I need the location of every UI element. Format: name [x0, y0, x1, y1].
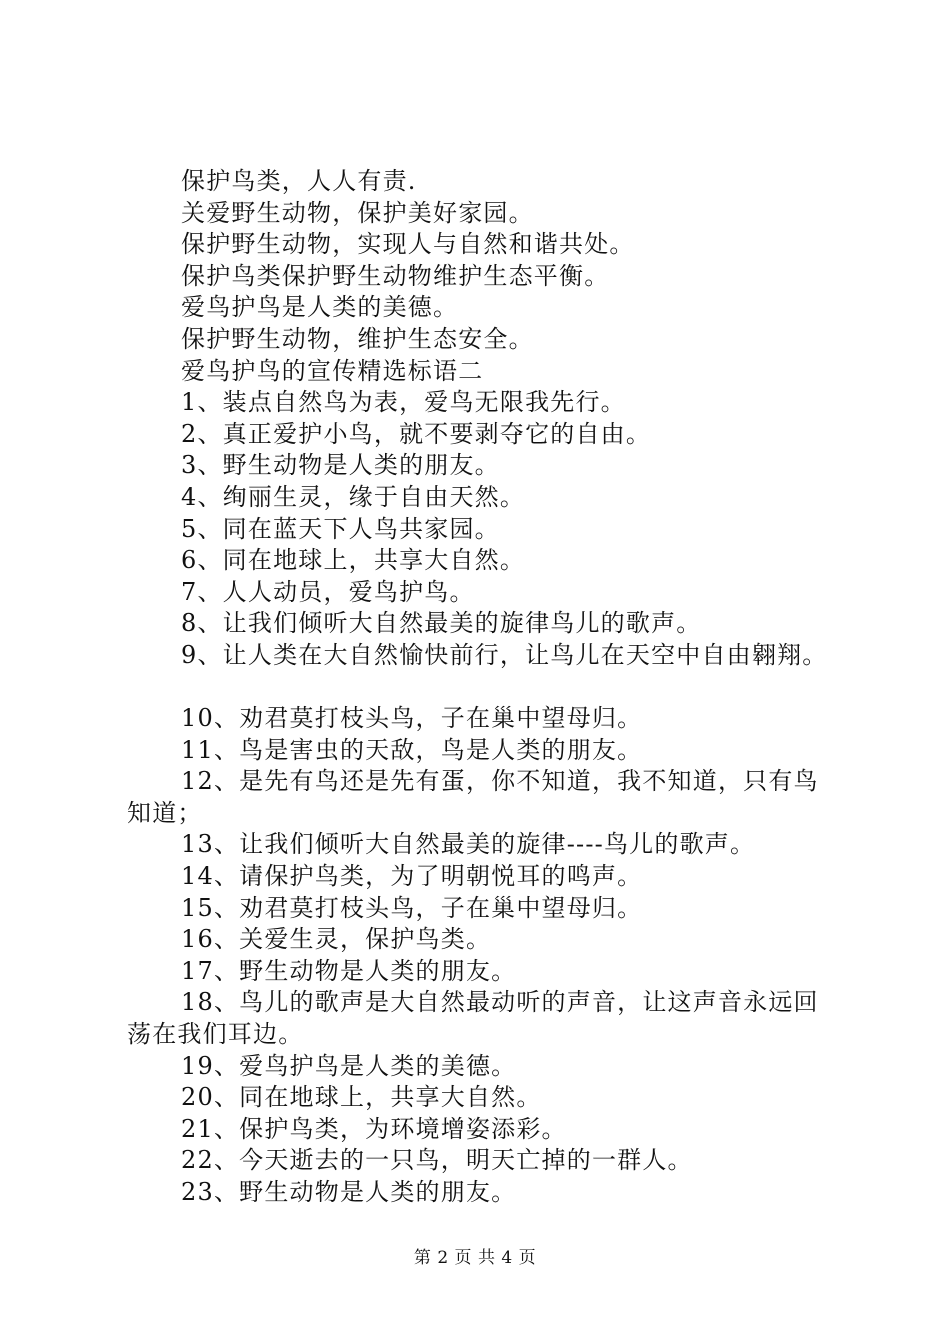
text-line: 保护鸟类，人人有责.	[181, 167, 417, 195]
list-item: 10、劝君莫打枝头鸟，子在巢中望母归。	[181, 704, 643, 733]
list-item: 17、野生动物是人类的朋友。	[181, 956, 517, 985]
list-item: 20、同在地球上，共享大自然。	[181, 1083, 542, 1112]
text-line: 保护鸟类保护野生动物维护生态平衡。	[181, 261, 610, 290]
list-item: 19、爱鸟护鸟是人类的美德。	[181, 1051, 517, 1080]
list-item: 15、劝君莫打枝头鸟，子在巢中望母归。	[181, 893, 643, 922]
section-heading: 爱鸟护鸟的宣传精选标语二	[181, 356, 484, 385]
list-item: 12、是先有鸟还是先有蛋，你不知道，我不知道，只有鸟知道；	[127, 767, 819, 827]
list-item: 22、今天逝去的一只鸟，明天亡掉的一群人。	[181, 1146, 693, 1175]
list-item: 21、保护鸟类，为环境增姿添彩。	[181, 1114, 567, 1143]
document-body	[127, 166, 832, 1209]
list-item: 6、同在地球上，共享大自然。	[181, 546, 526, 575]
page-number-footer: 第 2 页 共 4 页	[413, 1248, 537, 1268]
text-line: 保护野生动物，维护生态安全。	[181, 324, 534, 353]
list-item: 13、让我们倾听大自然最美的旋律----鸟儿的歌声。	[181, 830, 756, 859]
list-item: 16、关爱生灵，保护鸟类。	[181, 925, 492, 954]
list-item: 4、绚丽生灵，缘于自由天然。	[181, 482, 526, 511]
text-line: 保护野生动物，实现人与自然和谐共处。	[181, 230, 635, 259]
list-item: 18、鸟儿的歌声是大自然最动听的声音，让这声音永远回荡在我们耳边。	[127, 988, 819, 1049]
list-item: 5、同在蓝天下人鸟共家园。	[181, 514, 500, 543]
list-item: 2、真正爱护小鸟，就不要剥夺它的自由。	[181, 419, 652, 448]
blank-line	[127, 672, 832, 704]
list-item: 9、让人类在大自然愉快前行，让鸟儿在天空中自由翱翔。	[181, 640, 828, 669]
list-item: 8、让我们倾听大自然最美的旋律鸟儿的歌声。	[181, 609, 702, 638]
list-item: 3、野生动物是人类的朋友。	[181, 451, 500, 480]
text-line: 爱鸟护鸟是人类的美德。	[181, 293, 459, 322]
list-item: 7、人人动员，爱鸟护鸟。	[181, 577, 475, 606]
list-item: 23、野生动物是人类的朋友。	[181, 1178, 517, 1206]
list-item: 1、装点自然鸟为表，爱鸟无限我先行。	[181, 388, 626, 417]
text-line: 关爱野生动物，保护美好家园。	[181, 198, 534, 227]
list-item: 11、鸟是害虫的天敌，鸟是人类的朋友。	[181, 735, 643, 764]
list-item: 14、请保护鸟类，为了明朝悦耳的鸣声。	[181, 862, 643, 891]
